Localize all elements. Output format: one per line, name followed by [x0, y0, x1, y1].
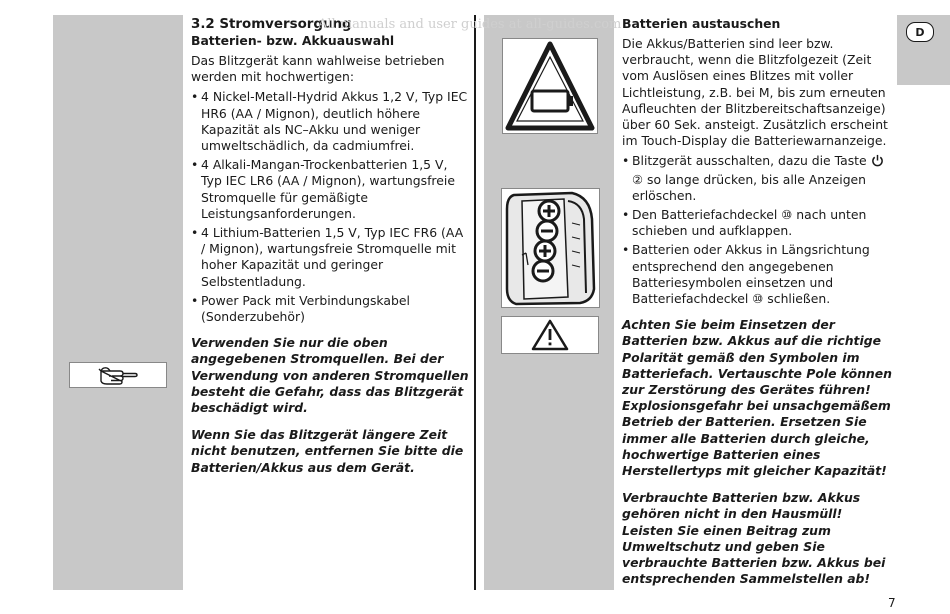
list-item: • Den Batteriefachdeckel ⑩ nach unten schieben und aufklappen. [622, 207, 894, 239]
list-item: • Power Pack mit Verbindungskabel (Sonderzubehör) [191, 293, 469, 325]
battery-warning-triangle-icon [502, 38, 598, 134]
remove-batteries-note: Wenn Sie das Blitzgerät längere Zeit nicht benutzen, entfernen Sie bitte die Batterien/Akkus aus dem Gerät. [191, 427, 464, 475]
disposal-note: Verbrauchte Batterien bzw. Akkus gehören nicht in den Hausmüll! Leisten Sie einen Beitrag zum Umweltschutz und geben Sie verbrauchte Batterien bzw. Akkus bei entsprechenden Sammelstellen ab! [622, 490, 886, 587]
right-text-column [622, 16, 894, 599]
power-source-warning: Verwenden Sie nur die oben angegebenen Stromquellen. Bei der Verwendung von anderen Stromquellen besteht die Gefahr, dass das Blitzgerät beschädigt wird. [191, 335, 469, 416]
list-item: • Batterien oder Akkus in Längsrichtung entsprechend den angegebenen Batteriesymbolen einsetzen und Batteriefachdeckel ⑩ schließen. [622, 242, 894, 307]
battery-selection-subtitle: Batterien- bzw. Akkuauswahl [191, 33, 395, 48]
battery-type-list [191, 89, 469, 325]
column-divider [474, 15, 476, 590]
left-margin-column [53, 15, 183, 590]
list-item [622, 153, 894, 204]
replace-batteries-intro: Die Akkus/Batterien sind leer bzw. verbraucht, wenn die Blitzfolgezeit (Zeit vom Auslösen eines Blitzes mit voller Lichtleistung, z.B. bei M, bis zum erneuten Aufleuchten der Blitzbereitschaftsanzeige) über 60 Sek. ansteigt. Zusätzlich erscheint im Touch-Display die Batteriewarnanzeige. [622, 36, 888, 149]
replace-steps-list [622, 153, 894, 307]
section-title: 3.2 Stromversorgung [191, 17, 352, 32]
battery-compartment-illustration [501, 188, 600, 308]
list-item: • 4 Lithium-Batterien 1,5 V, Typ IEC FR6 (AA / Mignon), wartungsfreie Stromquelle mit hoher Kapazität und geringer Selbstentladung. [191, 225, 469, 290]
list-item: • 4 Alkali-Mangan-Trockenbatterien 1,5 V, Typ IEC LR6 (AA / Mignon), wartungsfreie Stromquelle für gemäßigte Leistungsanforderungen. [191, 157, 469, 222]
pointing-hand-icon [69, 362, 167, 388]
language-badge: D [906, 22, 934, 42]
replace-batteries-subtitle: Batterien austauschen [622, 16, 781, 31]
battery-selection-intro: Das Blitzgerät kann wahlweise betrieben werden mit hochwertigen: [191, 53, 445, 85]
list-item: • 4 Nickel-Metall-Hydrid Akkus 1,2 V, Typ IEC HR6 (AA / Mignon), deutlich höhere Kapazität als NC–Akku und weniger umweltschädlich, da cadmiumfrei. [191, 89, 469, 154]
step-text: ② so lange drücken, bis alle Anzeigen erlöschen. [632, 171, 867, 203]
caution-triangle-icon [501, 316, 599, 354]
step-text: Blitzgerät ausschalten, dazu die Taste [632, 153, 867, 169]
watermark: All manuals and user guides at all-guides.com [318, 17, 622, 32]
power-icon [871, 154, 884, 171]
page-number: 7 [888, 596, 896, 610]
left-text-column [191, 16, 469, 487]
polarity-warning: Achten Sie beim Einsetzen der Batterien bzw. Akkus auf die richtige Polarität gemäß den Symbolen im Batteriefach. Vertauschte Pole können zur Zerstörung des Gerätes führen! Explosionsgefahr bei unsachgemäßem Betrieb der Batterien. Ersetzen Sie immer alle Batterien durch gleiche, hochwertige Batterien eines Herstellertyps mit gleicher Kapazität! [622, 317, 892, 479]
